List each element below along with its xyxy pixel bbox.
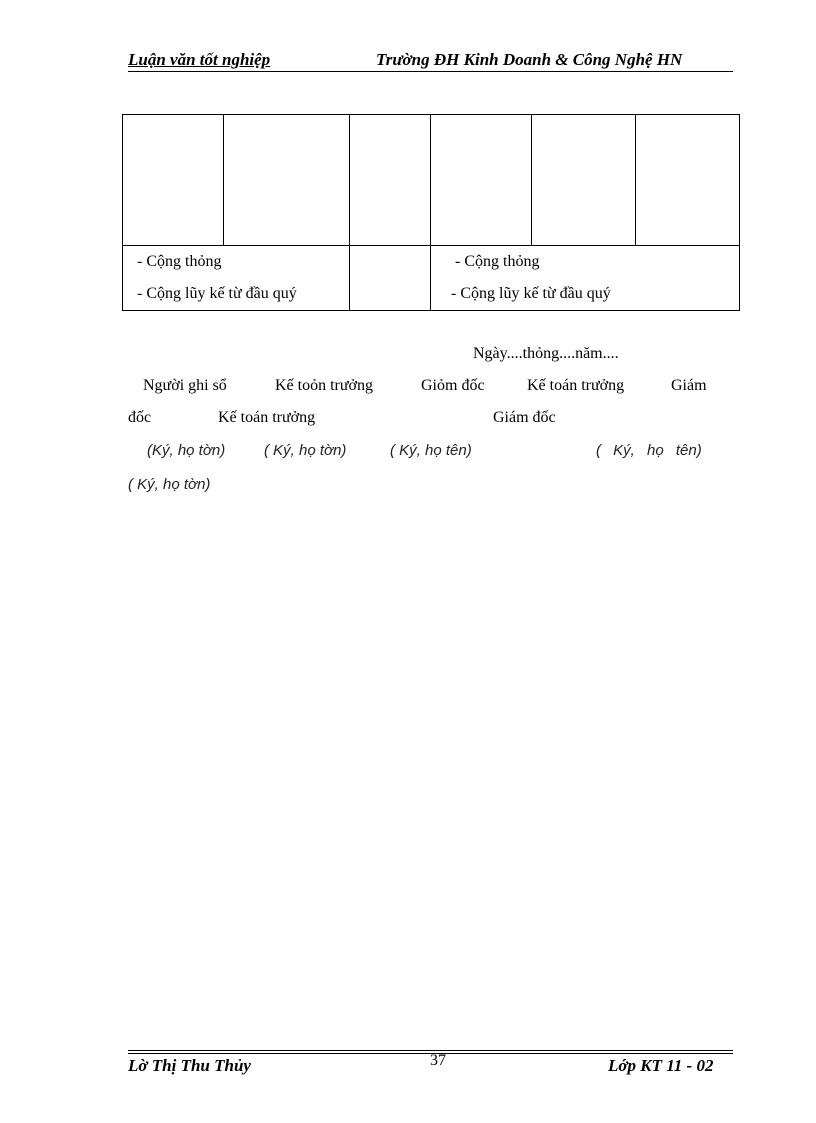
signature-date-line: Ngày....thỏng....năm.... bbox=[473, 345, 619, 362]
sign-note: ( Ký, họ tờn) bbox=[264, 442, 347, 459]
table-row-totals bbox=[123, 246, 740, 311]
table-cell bbox=[532, 115, 636, 246]
role-director-3: Giám đốc bbox=[493, 409, 556, 426]
table-cell bbox=[350, 115, 431, 246]
table-cell bbox=[123, 115, 224, 246]
total-month-label: - Cộng thỏng bbox=[137, 253, 222, 270]
table-cell bbox=[636, 115, 740, 246]
table-cell bbox=[431, 115, 532, 246]
role-director: Giỏm đốc bbox=[421, 377, 485, 394]
totals-middle-cell bbox=[350, 246, 431, 311]
role-bookkeeper: Người ghi sổ bbox=[143, 377, 227, 394]
role-director-cont: đốc bbox=[128, 409, 152, 426]
total-month-label: - Cộng thỏng bbox=[455, 253, 540, 270]
table-cell bbox=[224, 115, 350, 246]
total-cumulative-label: - Cộng lũy kế từ đầu quý bbox=[451, 285, 611, 302]
table-row-blank bbox=[123, 115, 740, 246]
role-chief-accountant: Kế toỏn trưởng bbox=[275, 377, 374, 394]
footer-divider bbox=[128, 1050, 733, 1051]
ledger-table bbox=[122, 114, 740, 311]
sign-note: ( Ký, họ tên) bbox=[596, 442, 702, 459]
header-university: Trường ĐH Kinh Doanh & Công Nghệ HN bbox=[376, 50, 683, 69]
role-director-2: Giám bbox=[671, 377, 707, 394]
page-number: 37 bbox=[430, 1052, 446, 1069]
sign-note: ( Ký, họ tên) bbox=[390, 442, 472, 459]
footer-class: Lớp KT 11 - 02 bbox=[608, 1056, 714, 1075]
sign-note: ( Ký, họ tờn) bbox=[128, 476, 211, 493]
totals-right-cell bbox=[431, 246, 740, 311]
sign-note: (Ký, họ tờn) bbox=[147, 442, 226, 459]
role-chief-accountant-3: Kế toán trưởng bbox=[218, 409, 316, 426]
footer-author: Lờ Thị Thu Thủy bbox=[128, 1056, 251, 1075]
header-thesis-title: Luận văn tốt nghiệp bbox=[128, 50, 271, 69]
total-cumulative-label: - Cộng lũy kế từ đầu quý bbox=[137, 285, 297, 302]
totals-left-cell bbox=[123, 246, 350, 311]
role-chief-accountant-2: Kế toán trưởng bbox=[527, 377, 625, 394]
header-divider bbox=[128, 71, 733, 72]
